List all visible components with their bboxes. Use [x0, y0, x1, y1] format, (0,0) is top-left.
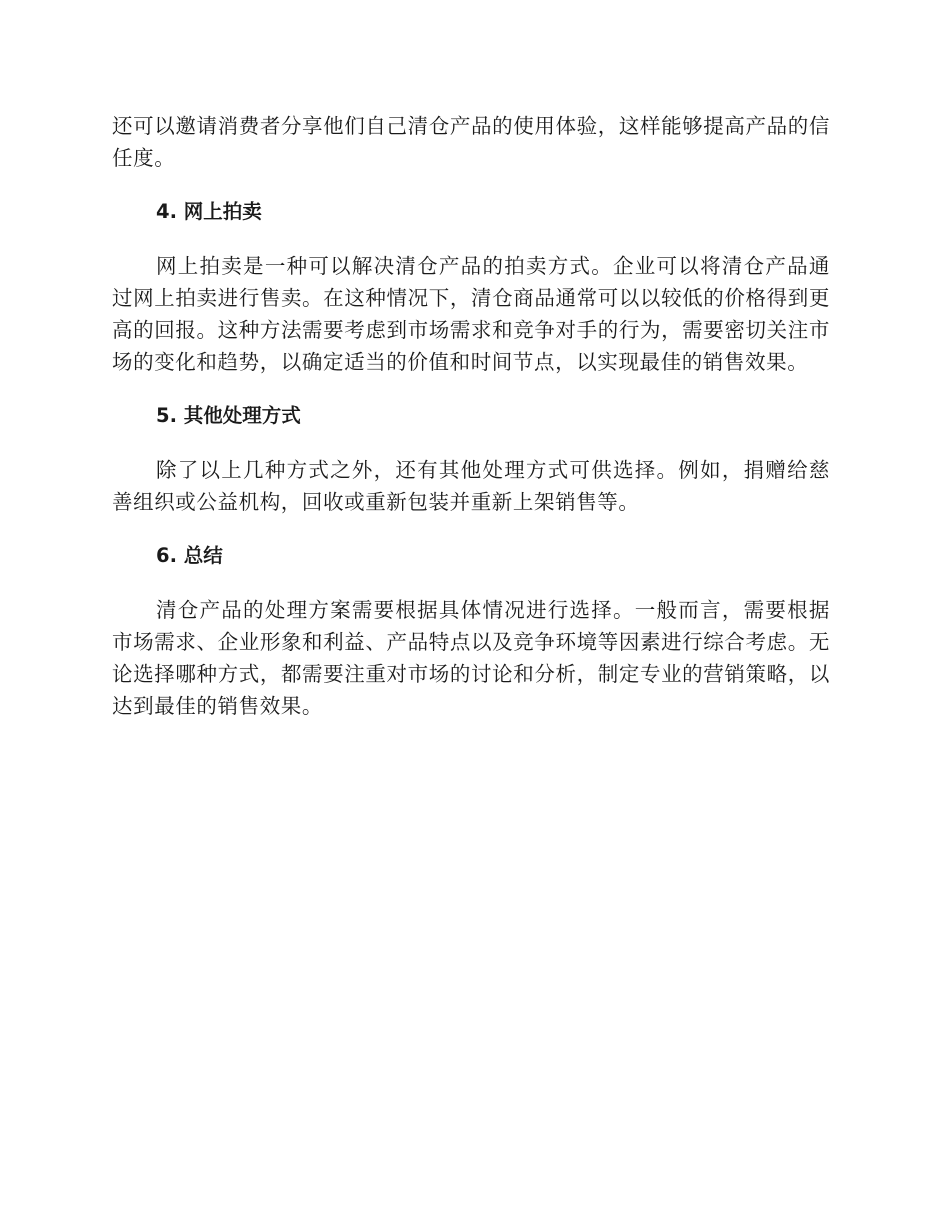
- section-heading-other-methods: 5. 其他处理方式: [156, 404, 301, 427]
- intro-paragraph: 还可以邀请消费者分享他们自己清仓产品的使用体验，这样能够提高产品的信任度。: [112, 114, 830, 170]
- document-body: [112, 110, 830, 722]
- section-body-other-methods: 除了以上几种方式之外，还有其他处理方式可供选择。例如，捐赠给慈善组织或公益机构，回收或重新包装并重新上架销售等。: [112, 458, 830, 514]
- section-body-online-auction: 网上拍卖是一种可以解决清仓产品的拍卖方式。企业可以将清仓产品通过网上拍卖进行售卖。在这种情况下，清仓商品通常可以以较低的价格得到更高的回报。这种方法需要考虑到市场需求和竞争对手的行为，需要密切关注市场的变化和趋势，以确定适当的价值和时间节点，以实现最佳的销售效果。: [112, 254, 830, 374]
- section-heading-summary: 6. 总结: [156, 544, 223, 567]
- section-body-summary: 清仓产品的处理方案需要根据具体情况进行选择。一般而言，需要根据市场需求、企业形象和利益、产品特点以及竞争环境等因素进行综合考虑。无论选择哪种方式，都需要注重对市场的讨论和分析，制定专业的营销策略，以达到最佳的销售效果。: [112, 598, 830, 718]
- section-heading-online-auction: 4. 网上拍卖: [156, 200, 262, 223]
